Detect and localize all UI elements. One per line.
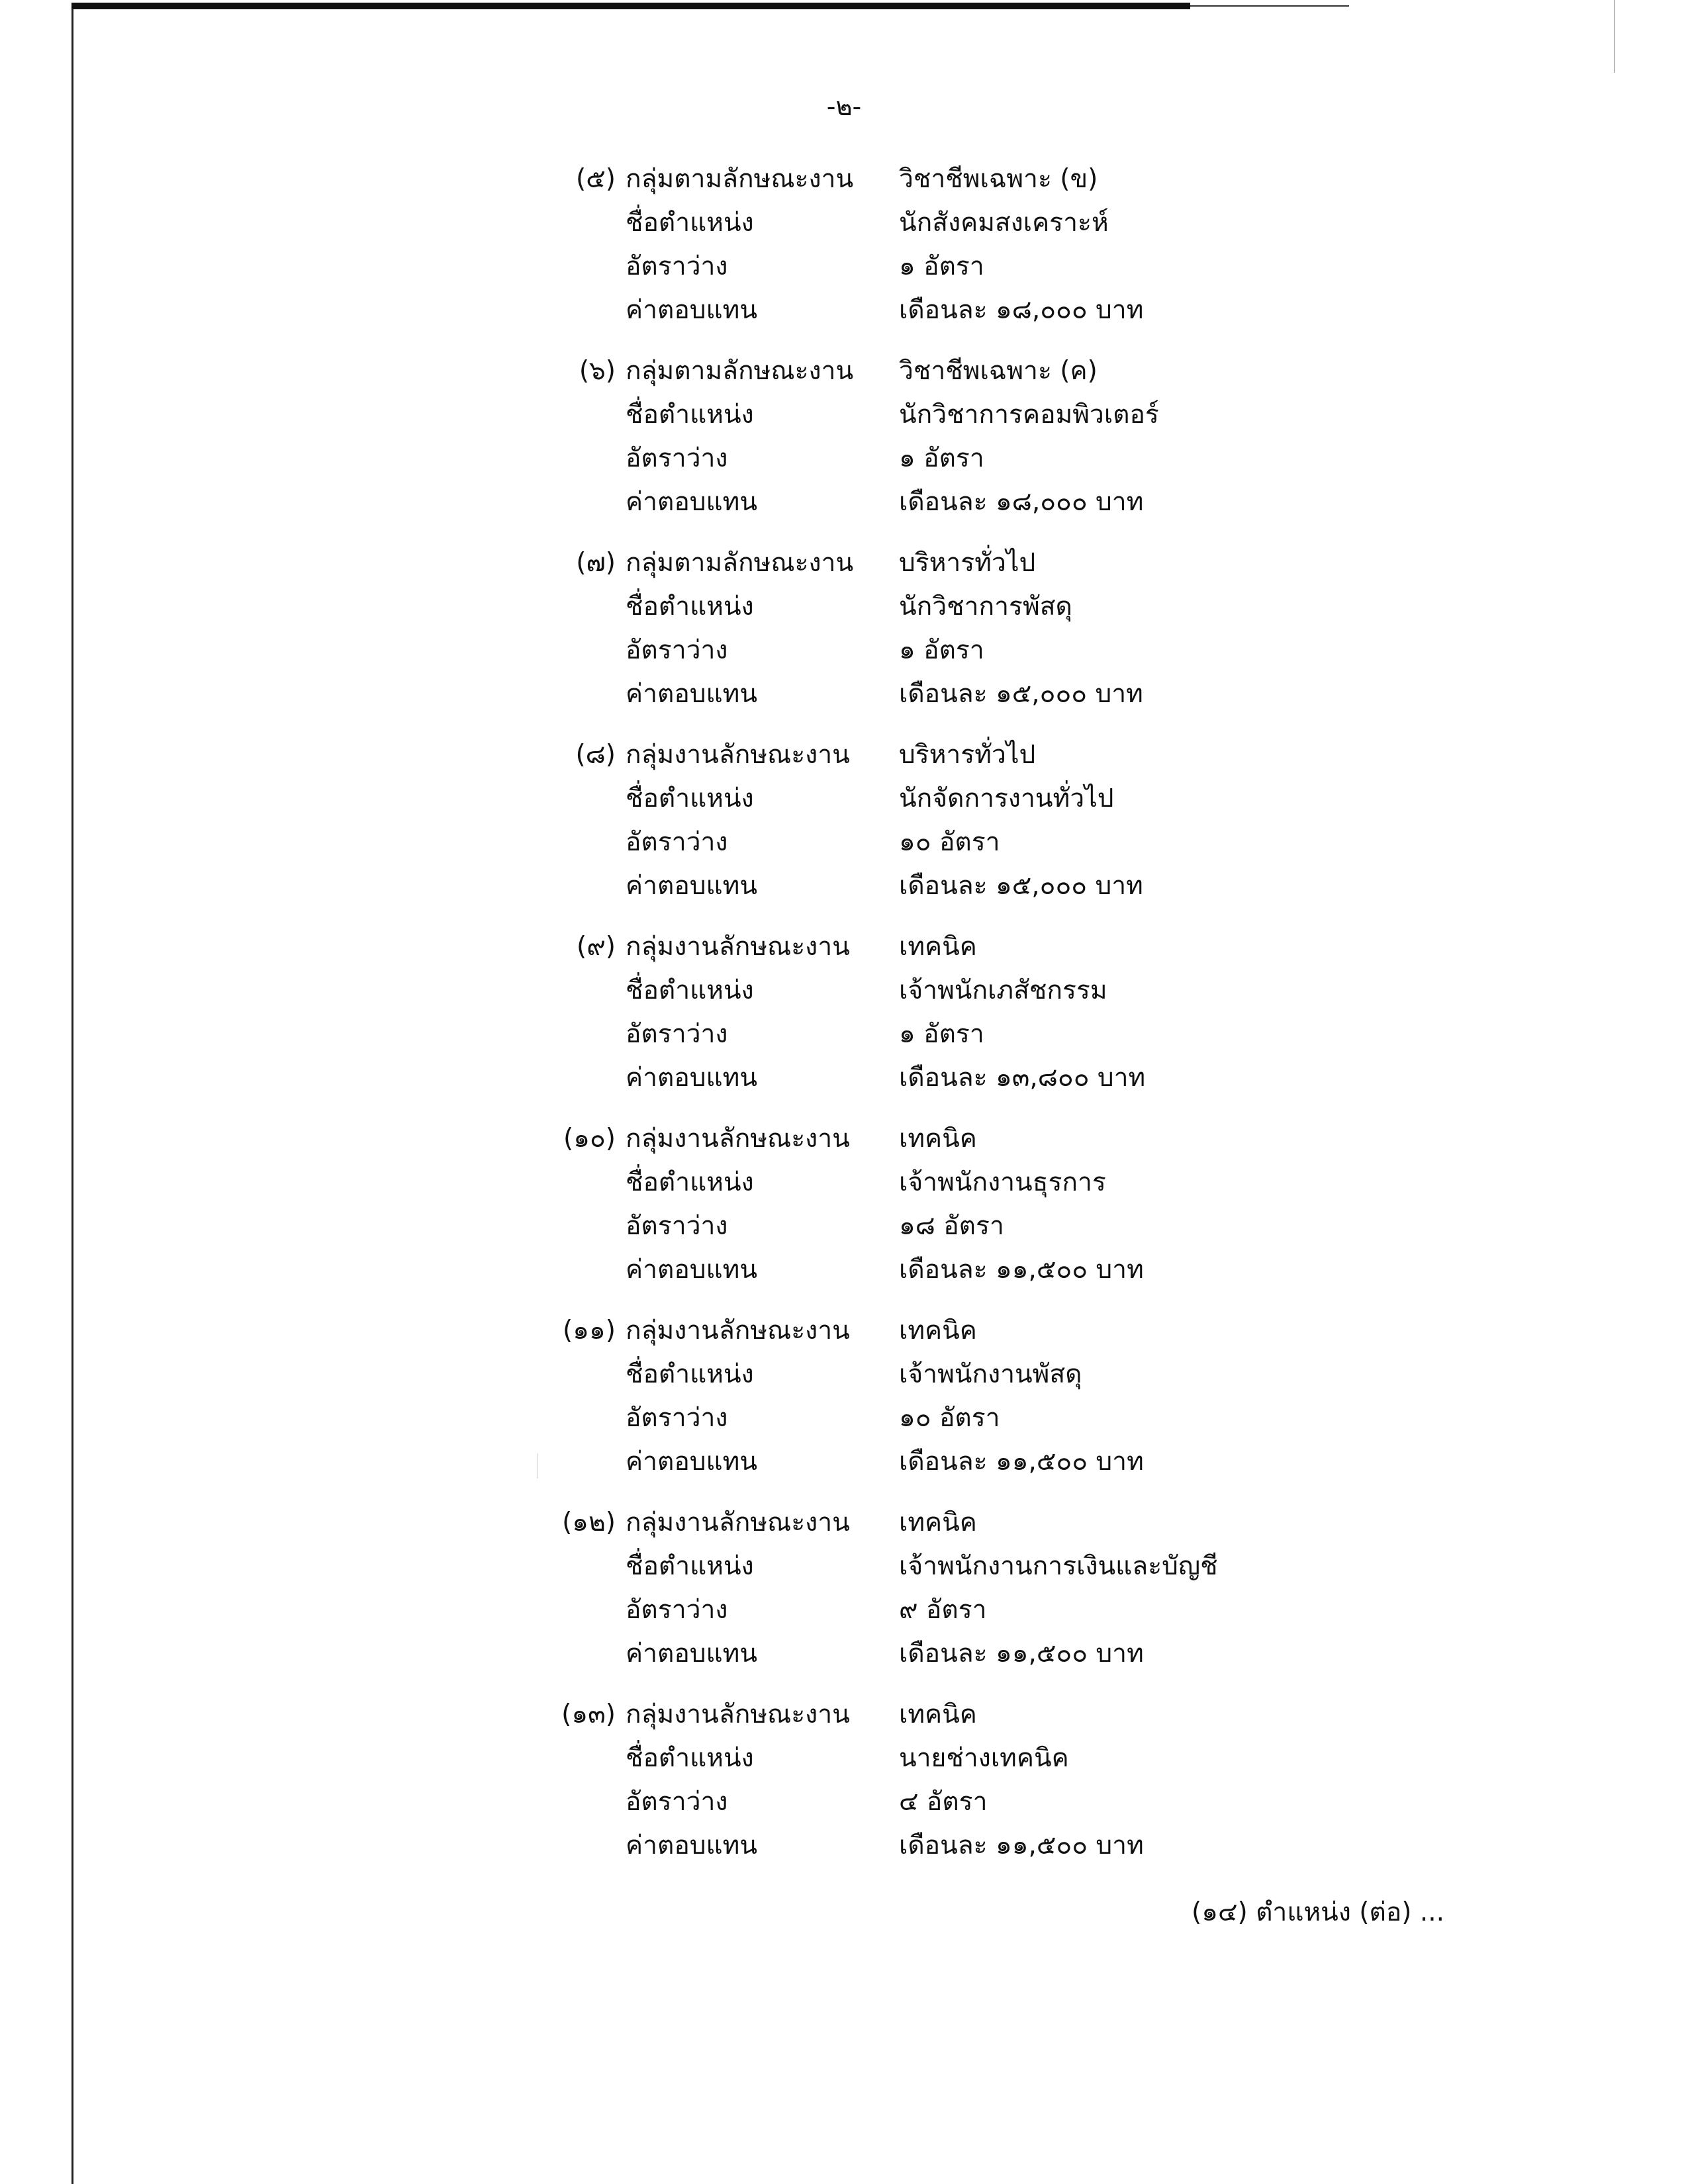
position-value: นายช่างเทคนิค — [899, 1743, 1069, 1773]
entry-group-row — [0, 541, 1688, 585]
position-value: นักจัดการงานทั่วไป — [899, 784, 1114, 813]
entry-number: (๘) — [575, 740, 616, 770]
group-label: กลุ่มงานลักษณะงาน — [626, 932, 850, 962]
vacancy-value: ๙ อัตรา — [899, 1595, 987, 1625]
entry-group-row — [0, 158, 1688, 201]
group-label: กลุ่มงานลักษณะงาน — [626, 740, 850, 770]
position-entry-10 — [0, 1117, 1688, 1309]
entry-vacancy-row — [0, 1780, 1688, 1824]
vacancy-label: อัตราว่าง — [626, 827, 728, 857]
salary-value: เดือนละ ๑๘,๐๐๐ บาท — [899, 487, 1144, 517]
entry-salary-row — [0, 1824, 1688, 1868]
group-label: กลุ่มงานลักษณะงาน — [626, 1316, 850, 1345]
entry-salary-row — [0, 864, 1688, 908]
vacancy-label: อัตราว่าง — [626, 443, 728, 473]
entry-position-row — [0, 1737, 1688, 1780]
entry-salary-row — [0, 480, 1688, 524]
entry-vacancy-row — [0, 245, 1688, 289]
group-value: เทคนิค — [899, 1700, 977, 1729]
vacancy-value: ๑๐ อัตรา — [899, 827, 1000, 857]
entry-number: (๑๐) — [563, 1124, 616, 1154]
vacancy-value: ๑ อัตรา — [899, 443, 984, 473]
group-value: เทคนิค — [899, 1124, 977, 1154]
vacancy-value: ๑ อัตรา — [899, 1019, 984, 1049]
entry-salary-row — [0, 1632, 1688, 1676]
position-value: นักสังคมสงเคราะห์ — [899, 208, 1109, 238]
entry-salary-row — [0, 672, 1688, 716]
salary-value: เดือนละ ๑๕,๐๐๐ บาท — [899, 871, 1143, 901]
salary-value: เดือนละ ๑๘,๐๐๐ บาท — [899, 295, 1144, 325]
entry-vacancy-row — [0, 629, 1688, 672]
position-entry-8 — [0, 733, 1688, 925]
entry-group-row — [0, 1501, 1688, 1545]
position-entry-11 — [0, 1309, 1688, 1501]
salary-label: ค่าตอบแทน — [626, 295, 757, 325]
position-entry-6 — [0, 349, 1688, 541]
entry-position-row — [0, 1161, 1688, 1205]
position-list — [0, 158, 1688, 1885]
group-label: กลุ่มงานลักษณะงาน — [626, 1124, 850, 1154]
entry-vacancy-row — [0, 1396, 1688, 1440]
entry-number: (๖) — [579, 356, 616, 386]
salary-label: ค่าตอบแทน — [626, 1255, 757, 1285]
salary-value: เดือนละ ๑๓,๘๐๐ บาท — [899, 1063, 1146, 1093]
vacancy-label: อัตราว่าง — [626, 1403, 728, 1433]
position-entry-9 — [0, 925, 1688, 1117]
vacancy-value: ๑๘ อัตรา — [899, 1211, 1004, 1241]
position-label: ชื่อตำแหน่ง — [626, 1167, 754, 1197]
entry-position-row — [0, 1545, 1688, 1588]
entry-number: (๙) — [577, 932, 616, 962]
entry-salary-row — [0, 1056, 1688, 1100]
group-label: กลุ่มงานลักษณะงาน — [626, 1700, 850, 1729]
salary-value: เดือนละ ๑๑,๕๐๐ บาท — [899, 1831, 1144, 1860]
entry-position-row — [0, 1353, 1688, 1396]
top-border-rule — [71, 3, 1190, 9]
position-label: ชื่อตำแหน่ง — [626, 208, 754, 238]
position-value: เจ้าพนักงานการเงินและบัญชี — [899, 1551, 1218, 1581]
entry-group-row — [0, 925, 1688, 969]
group-label: กลุ่มงานลักษณะงาน — [626, 1508, 850, 1537]
entry-vacancy-row — [0, 1013, 1688, 1056]
vacancy-value: ๔ อัตรา — [899, 1787, 988, 1817]
position-value: เจ้าพนักเภสัชกรรม — [899, 976, 1107, 1005]
group-label: กลุ่มตามลักษณะงาน — [626, 164, 854, 194]
salary-label: ค่าตอบแทน — [626, 871, 757, 901]
group-value: เทคนิค — [899, 1508, 977, 1537]
entry-salary-row — [0, 289, 1688, 332]
salary-label: ค่าตอบแทน — [626, 1831, 757, 1860]
entry-vacancy-row — [0, 437, 1688, 480]
position-value: เจ้าพนักงานพัสดุ — [899, 1359, 1082, 1389]
salary-label: ค่าตอบแทน — [626, 679, 757, 709]
group-label: กลุ่มตามลักษณะงาน — [626, 548, 854, 578]
entry-position-row — [0, 585, 1688, 629]
group-value: เทคนิค — [899, 1316, 977, 1345]
entry-position-row — [0, 969, 1688, 1013]
salary-label: ค่าตอบแทน — [626, 1639, 757, 1668]
position-value: นักวิชาการพัสดุ — [899, 592, 1072, 621]
continuation-note: (๑๔) ตำแหน่ง (ต่อ) ... — [1192, 1897, 1445, 1927]
entry-group-row — [0, 733, 1688, 777]
salary-label: ค่าตอบแทน — [626, 1447, 757, 1477]
position-label: ชื่อตำแหน่ง — [626, 592, 754, 621]
vacancy-label: อัตราว่าง — [626, 1595, 728, 1625]
entry-group-row — [0, 1117, 1688, 1161]
group-label: กลุ่มตามลักษณะงาน — [626, 356, 854, 386]
salary-label: ค่าตอบแทน — [626, 1063, 757, 1093]
position-label: ชื่อตำแหน่ง — [626, 1551, 754, 1581]
entry-salary-row — [0, 1248, 1688, 1292]
entry-number: (๗) — [576, 548, 616, 578]
top-border-rule-thin — [1190, 5, 1349, 7]
vacancy-label: อัตราว่าง — [626, 251, 728, 281]
entry-position-row — [0, 777, 1688, 821]
group-value: เทคนิค — [899, 932, 977, 962]
vacancy-label: อัตราว่าง — [626, 1019, 728, 1049]
group-value: วิชาชีพเฉพาะ (ข) — [899, 164, 1098, 194]
vacancy-value: ๑ อัตรา — [899, 251, 984, 281]
position-label: ชื่อตำแหน่ง — [626, 1359, 754, 1389]
position-entry-12 — [0, 1501, 1688, 1693]
entry-group-row — [0, 1693, 1688, 1737]
salary-label: ค่าตอบแทน — [626, 487, 757, 517]
salary-value: เดือนละ ๑๑,๕๐๐ บาท — [899, 1447, 1144, 1477]
vacancy-label: อัตราว่าง — [626, 635, 728, 665]
entry-group-row — [0, 1309, 1688, 1353]
group-value: วิชาชีพเฉพาะ (ค) — [899, 356, 1098, 386]
entry-salary-row — [0, 1440, 1688, 1484]
entry-vacancy-row — [0, 821, 1688, 864]
entry-number: (๑๓) — [561, 1700, 616, 1729]
position-value: นักวิชาการคอมพิวเตอร์ — [899, 400, 1159, 430]
entry-number: (๕) — [576, 164, 616, 194]
entry-position-row — [0, 201, 1688, 245]
position-value: เจ้าพนักงานธุรการ — [899, 1167, 1106, 1197]
position-label: ชื่อตำแหน่ง — [626, 1743, 754, 1773]
position-label: ชื่อตำแหน่ง — [626, 400, 754, 430]
position-label: ชื่อตำแหน่ง — [626, 976, 754, 1005]
group-value: บริหารทั่วไป — [899, 548, 1036, 578]
scan-edge-mark — [1614, 0, 1615, 73]
salary-value: เดือนละ ๑๑,๕๐๐ บาท — [899, 1255, 1144, 1285]
position-entry-13 — [0, 1693, 1688, 1885]
position-entry-7 — [0, 541, 1688, 733]
position-label: ชื่อตำแหน่ง — [626, 784, 754, 813]
entry-vacancy-row — [0, 1588, 1688, 1632]
vacancy-value: ๑๐ อัตรา — [899, 1403, 1000, 1433]
position-entry-5 — [0, 158, 1688, 349]
salary-value: เดือนละ ๑๕,๐๐๐ บาท — [899, 679, 1143, 709]
group-value: บริหารทั่วไป — [899, 740, 1036, 770]
salary-value: เดือนละ ๑๑,๕๐๐ บาท — [899, 1639, 1144, 1668]
entry-number: (๑๑) — [563, 1316, 616, 1345]
vacancy-label: อัตราว่าง — [626, 1787, 728, 1817]
entry-group-row — [0, 349, 1688, 393]
entry-vacancy-row — [0, 1205, 1688, 1248]
entry-number: (๑๒) — [562, 1508, 616, 1537]
entry-position-row — [0, 393, 1688, 437]
vacancy-value: ๑ อัตรา — [899, 635, 984, 665]
page-number: -๒- — [826, 92, 862, 121]
vacancy-label: อัตราว่าง — [626, 1211, 728, 1241]
